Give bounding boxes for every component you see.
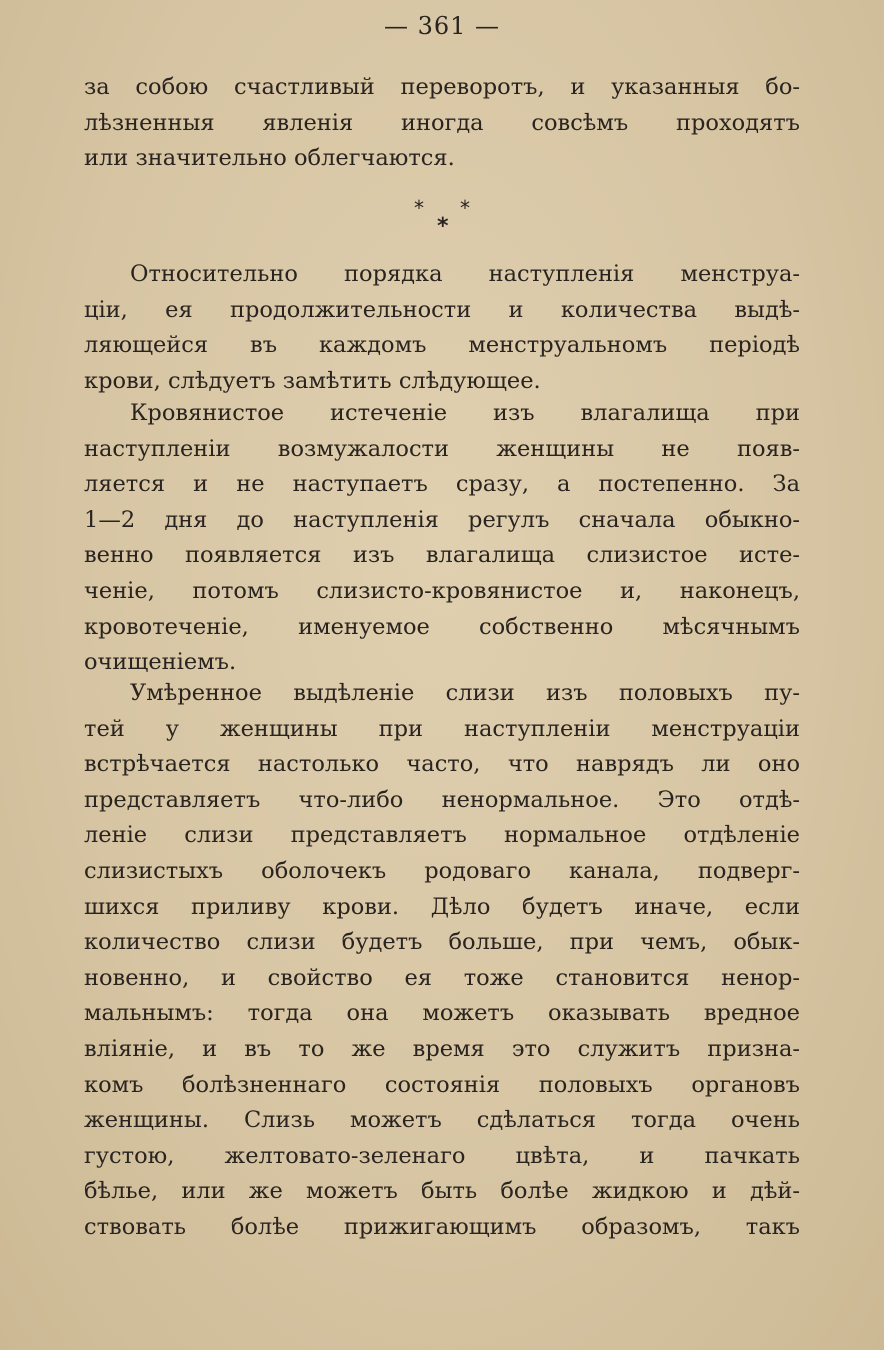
asterisk: *	[414, 196, 424, 220]
text-line: тей у женщины при наступленіи менструаціи	[84, 715, 800, 742]
text-line: Кровянистое истеченіе изъ влагалища при	[130, 400, 800, 426]
text-line: новенно, и свойство ея тоже становится ненор-	[84, 964, 800, 991]
text-line: Умѣренное выдѣленіе слизи изъ половыхъ пу-	[130, 680, 800, 706]
text-line: комъ болѣзненнаго состоянія половыхъ органовъ	[84, 1071, 800, 1098]
asterisk: *	[437, 214, 449, 239]
paragraph-menstruation-order	[84, 257, 800, 399]
text-line: крови, слѣдуетъ замѣтить слѣдующее.	[84, 367, 541, 394]
text-line: ченіе, потомъ слизисто-кровянистое и, наконецъ,	[84, 577, 800, 604]
text-line: наступленіи возмужалости женщины не появ-	[84, 435, 800, 462]
text-line: вліяніе, и въ то же время это служитъ призна-	[84, 1035, 800, 1062]
text-line: ствовать болѣе прижигающимъ образомъ, такъ	[84, 1213, 800, 1240]
text-line: очищеніемъ.	[84, 649, 237, 676]
asterisk: *	[460, 196, 470, 220]
text-line: Относительно порядка наступленія менструа-	[130, 261, 800, 287]
text-line: лѣзненныя явленія иногда совсѣмъ проходятъ	[84, 109, 800, 136]
text-line: венно появляется изъ влагалища слизистое исте-	[84, 542, 800, 569]
text-line: количество слизи будетъ больше, при чемъ, обык-	[84, 929, 800, 956]
text-line: представляетъ что-либо ненормальное. Это отдѣ-	[84, 786, 800, 813]
page-number: — 361 —	[383, 12, 501, 40]
text-line: ціи, ея продолжительности и количества выдѣ-	[84, 296, 800, 323]
text-line: шихся приливу крови. Дѣло будетъ иначе, если	[84, 893, 800, 920]
text-line: ляющейся въ каждомъ менструальномъ періодѣ	[84, 332, 800, 359]
text-line: встрѣчается настолько часто, что наврядъ ли оно	[84, 751, 800, 778]
intro-paragraph	[84, 70, 800, 177]
text-line: кровотеченіе, именуемое собственно мѣсячнымъ	[84, 613, 800, 640]
text-line: бѣлье, или же можетъ быть болѣе жидкою и дѣй-	[84, 1178, 800, 1205]
text-line: слизистыхъ оболочекъ родоваго канала, подверг-	[84, 857, 800, 884]
text-line: за собою счастливый переворотъ, и указанныя бо-	[84, 74, 800, 100]
asterism-divider	[0, 196, 884, 239]
text-line: густою, желтовато-зеленаго цвѣта, и пачкать	[84, 1142, 800, 1169]
text-line: мальнымъ: тогда она можетъ оказывать вредное	[84, 1000, 800, 1027]
paragraph-bloody-discharge	[84, 396, 800, 681]
text-line: 1—2 дня до наступленія регулъ сначала обыкно-	[84, 506, 800, 533]
text-line: или значительно облегчаются.	[84, 145, 455, 172]
paragraph-mucus-secretion	[84, 676, 800, 1246]
text-line: леніе слизи представляетъ нормальное отдѣленіе	[84, 822, 800, 849]
text-line: ляется и не наступаетъ сразу, а постепенно. За	[84, 471, 800, 498]
text-line: женщины. Слизь можетъ сдѣлаться тогда очень	[84, 1107, 800, 1134]
